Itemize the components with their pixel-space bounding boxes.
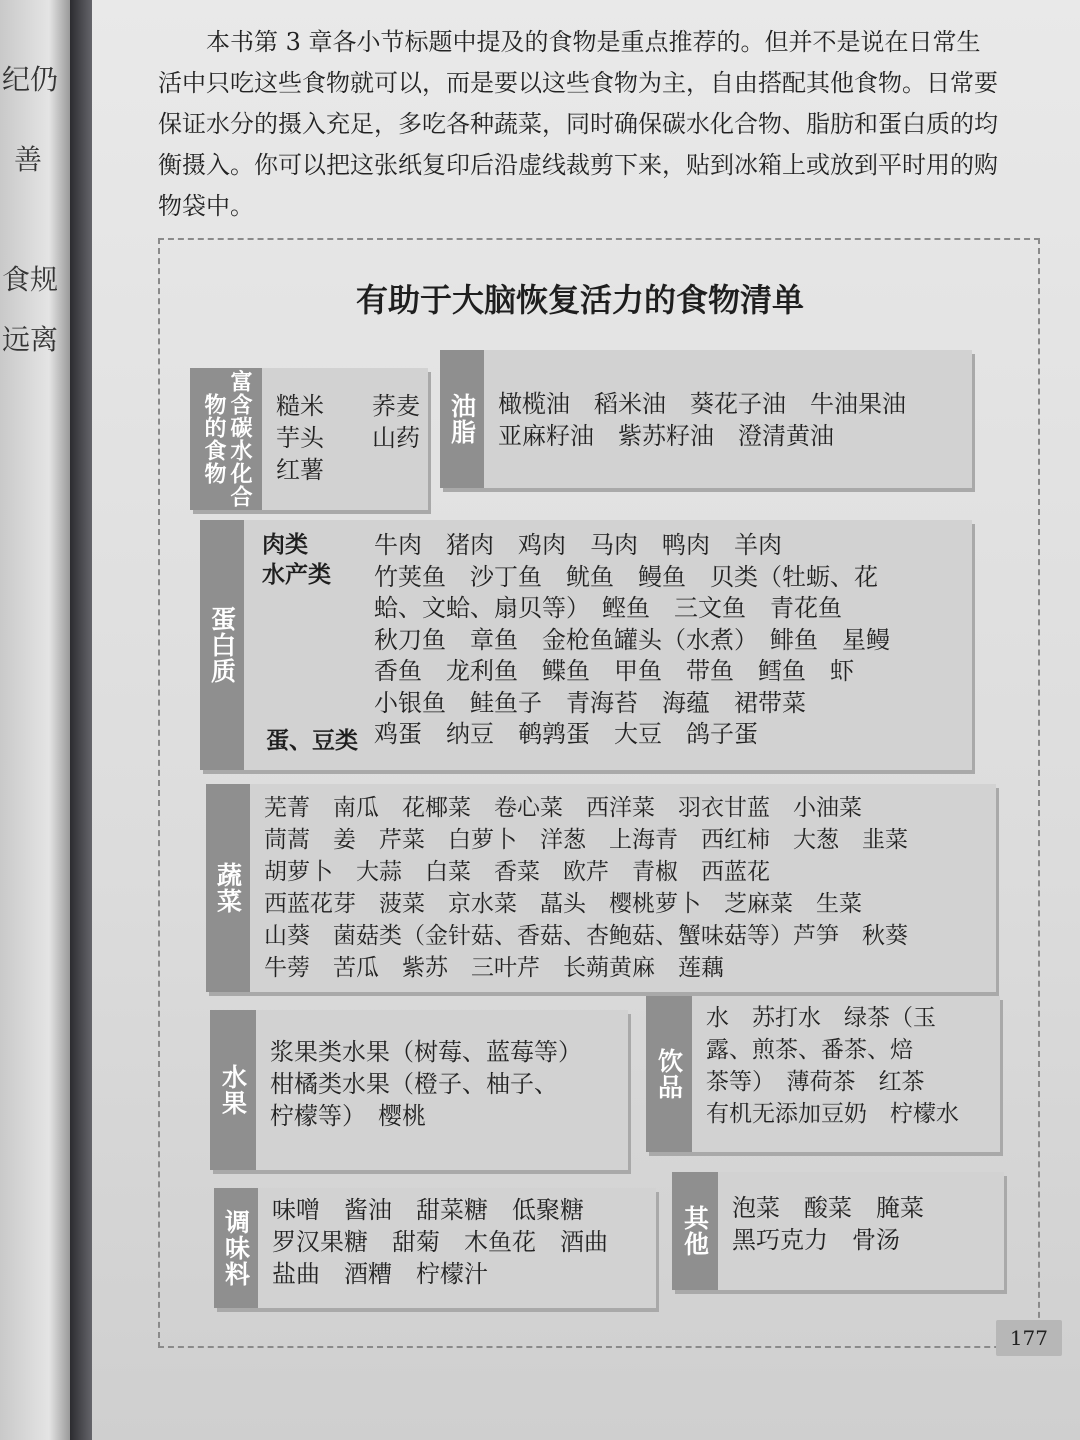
list-item: 蛤、文蛤、扇贝等） 鲣鱼 三文鱼 青花鱼 (374, 594, 842, 622)
list-item: 鸡蛋 纳豆 鹌鹑蛋 大豆 鸽子蛋 (374, 720, 758, 748)
others-block (672, 1172, 1004, 1290)
carbs-label: 富含碳水化合物的食物 (190, 368, 262, 510)
list-item: 露、煎茶、番茶、焙 (706, 1037, 913, 1063)
book-gutter (70, 0, 94, 1440)
list-item: 柠檬等） 樱桃 (270, 1102, 426, 1130)
protein-content (244, 520, 972, 770)
protein-block (200, 520, 972, 770)
list-item: 芋头 山药 (276, 424, 420, 452)
oils-block (440, 350, 972, 488)
vegetables-block (206, 784, 996, 992)
fruits-block (210, 1010, 628, 1170)
list-item: 橄榄油 稻米油 葵花子油 牛油果油 (498, 390, 906, 418)
vegetables-items (250, 784, 996, 992)
list-item: 茶等） 薄荷茶 红茶 (706, 1069, 925, 1095)
protein-subcategories (244, 520, 374, 770)
list-item: 牛蒡 苦瓜 紫苏 三叶芹 长蒴黄麻 莲藕 (264, 955, 724, 981)
protein-label: 蛋白质 (200, 520, 244, 770)
vegetables-label: 蔬菜 (206, 784, 250, 992)
left-page-fragment: 纪仍 (2, 63, 59, 96)
left-facing-page (0, 0, 70, 1440)
left-page-fragment: 食规 (2, 263, 59, 296)
seasonings-block (214, 1188, 656, 1308)
list-item: 山葵 菌菇类（金针菇、香菇、杏鲍菇、蟹味菇等）芦笋 秋葵 (264, 923, 908, 949)
fruits-items (256, 1010, 628, 1170)
list-item: 胡萝卜 大蒜 白菜 香菜 欧芹 青椒 西蓝花 (264, 859, 770, 885)
others-label: 其他 (672, 1172, 718, 1290)
subcategory-meat: 肉类 (262, 532, 308, 558)
list-item: 香鱼 龙利鱼 鲽鱼 甲鱼 带鱼 鳕鱼 虾 (374, 657, 854, 685)
subcategory-seafood: 水产类 (262, 562, 331, 588)
intro-paragraph (158, 22, 998, 227)
fruits-label: 水果 (210, 1010, 256, 1170)
list-item: 糙米 荞麦 (276, 392, 420, 420)
list-item: 味噌 酱油 甜菜糖 低聚糖 (272, 1196, 584, 1224)
list-title: 有助于大脑恢复活力的食物清单 (355, 281, 804, 319)
left-page-fragment: 善 (14, 143, 43, 176)
list-item: 秋刀鱼 章鱼 金枪鱼罐头（水煮） 鲱鱼 星鳗 (374, 625, 890, 654)
list-item: 有机无添加豆奶 柠檬水 (706, 1101, 959, 1127)
list-item: 小银鱼 鲑鱼子 青海苔 海蕴 裙带菜 (374, 688, 806, 717)
list-item: 罗汉果糖 甜菊 木鱼花 酒曲 (272, 1228, 608, 1256)
list-item: 竹荚鱼 沙丁鱼 鱿鱼 鳗鱼 贝类（牡蛎、花 (374, 562, 878, 591)
list-item: 盐曲 酒糟 柠檬汁 (272, 1260, 488, 1288)
list-item: 西蓝花芽 菠菜 京水菜 蕌头 樱桃萝卜 芝麻菜 生菜 (264, 891, 862, 917)
drinks-block (646, 996, 1000, 1152)
oils-items (484, 350, 972, 488)
intro-text: 本书第 3 章各小节标题中提及的食物是重点推荐的。但并不是说在日常生活中只吃这些食物就可以，而是要以这些食物为主，自由搭配其他食物。日常要保证水分的摄入充足，多吃各种蔬菜，同时确保碳水化合物、脂肪和蛋白质的均衡摄入。你可以把这张纸复印后沿虚线裁剪下来，贴到冰箱上或放到平时用的购物袋中。 (158, 28, 998, 220)
others-items (718, 1172, 1004, 1290)
carbs-block (190, 368, 428, 510)
list-item: 水 苏打水 绿茶（玉 (706, 1005, 936, 1031)
page-number: 177 (996, 1320, 1062, 1356)
carbs-items (262, 368, 434, 510)
list-item: 亚麻籽油 紫苏籽油 澄清黄油 (498, 422, 834, 450)
protein-items (374, 520, 972, 770)
list-item: 牛肉 猪肉 鸡肉 马肉 鸭肉 羊肉 (374, 531, 782, 559)
list-item: 柑橘类水果（橙子、柚子、 (270, 1070, 558, 1098)
seasonings-items (258, 1188, 656, 1308)
list-item: 茼蒿 姜 芹菜 白萝卜 洋葱 上海青 西红柿 大葱 韭菜 (264, 827, 908, 853)
list-item: 芜菁 南瓜 花椰菜 卷心菜 西洋菜 羽衣甘蓝 小油菜 (264, 795, 862, 821)
drinks-label: 饮品 (646, 996, 692, 1152)
oils-label: 油脂 (440, 350, 484, 488)
left-page-fragment: 远离 (2, 323, 59, 356)
list-item: 浆果类水果（树莓、蓝莓等） (270, 1038, 582, 1066)
list-item: 黑巧克力 骨汤 (732, 1226, 900, 1254)
drinks-items (692, 996, 1000, 1152)
seasonings-label: 调味料 (214, 1188, 258, 1308)
list-item: 泡菜 酸菜 腌菜 (732, 1194, 924, 1222)
list-item: 红薯 (276, 456, 324, 484)
subcategory-eggs-beans: 蛋、豆类 (266, 728, 358, 754)
